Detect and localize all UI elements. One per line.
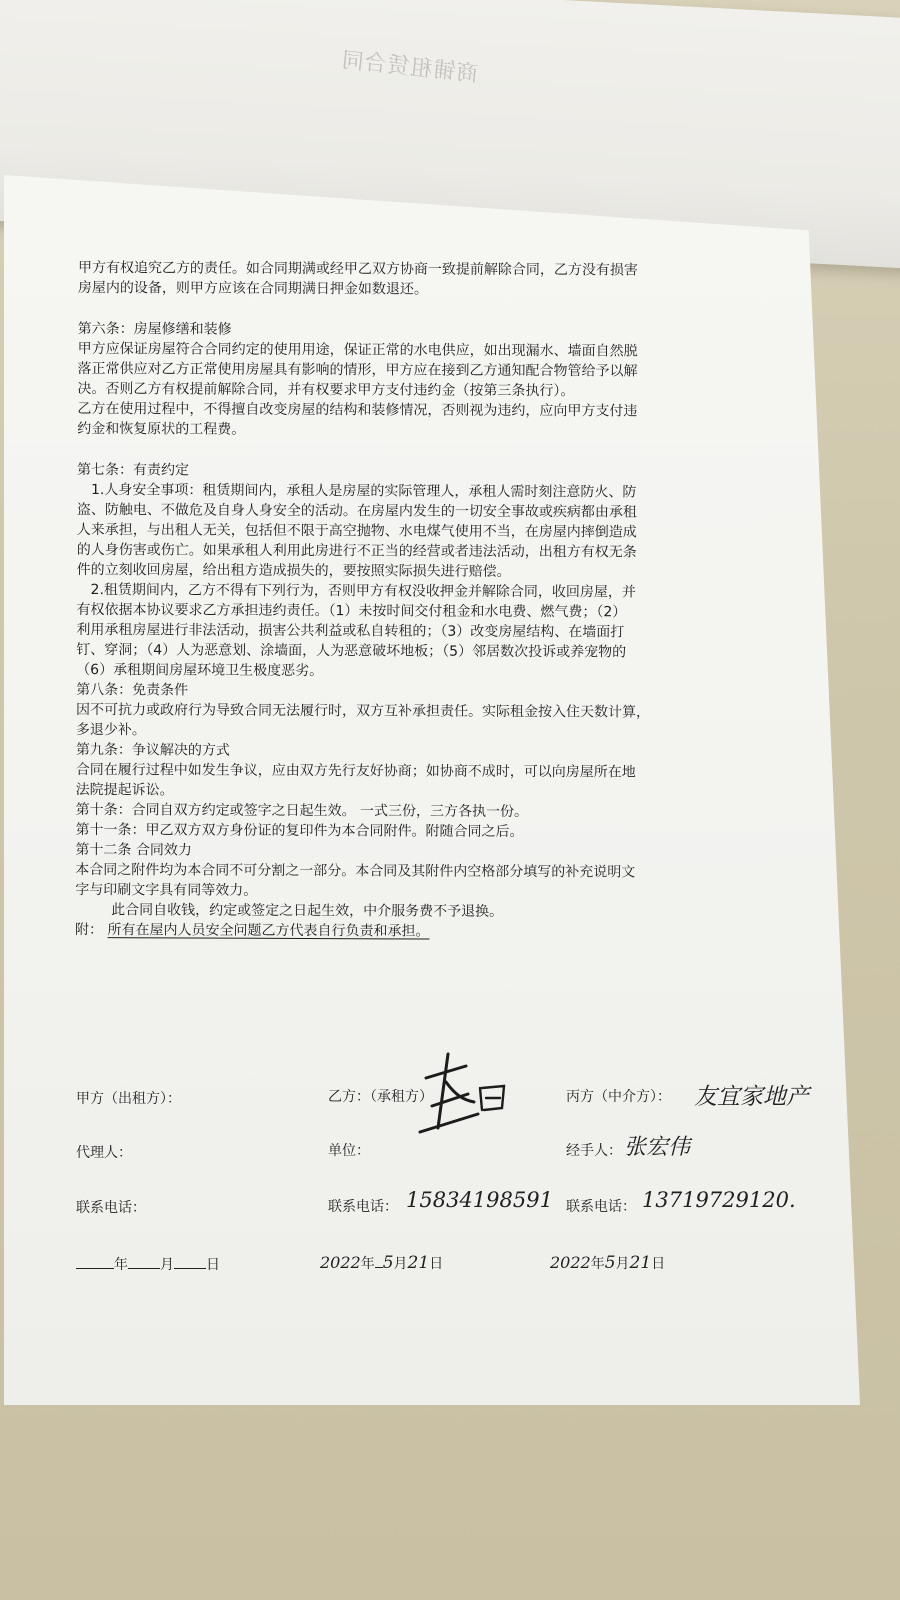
- article-7-line: 1.人身安全事项：租赁期间内，承租人是房屋的实际管理人，承租人需时刻注意防火、防: [90, 482, 637, 501]
- article-8-title: 第八条：免责条件: [76, 681, 189, 699]
- party-c-name-value: 友宜家地产: [694, 1084, 809, 1110]
- party-c-handler-value: 张宏伟: [624, 1135, 691, 1160]
- article-6-line: 决。否则乙方有权提前解除合同，并有权要求甲方支付违约金（按第三条执行）。: [77, 380, 575, 400]
- article-7-line: 盗、防触电、不做危及自身人身安全的活动。在房屋内发生的一切安全事故或疾病都由承租: [76, 501, 637, 521]
- bleed-through-text: 商铺租赁合同: [339, 47, 480, 88]
- article-12-line: 本合同之附件均为本合同不可分割之一部分。本合同及其附件内空格部分填写的补充说明文: [75, 861, 636, 881]
- body-line: 甲方有权追究乙方的责任。如合同期满或经甲乙双方协商一致提前解除合同，乙方没有损害: [77, 259, 638, 279]
- party-c-phone-label: 联系电话：: [566, 1199, 636, 1215]
- party-a-date: 年 月 日: [76, 1254, 220, 1274]
- appendix-line: [75, 920, 815, 943]
- contract-body: [75, 258, 818, 943]
- body-line: 房屋内的设备，则甲方应该在合同期满日押金如数退还。: [77, 279, 428, 298]
- article-7-line: （6）承租期间房屋环境卫生极度恶劣。: [76, 661, 324, 680]
- party-c-date: 2022年5月21日: [550, 1253, 666, 1273]
- article-12-title: 第十二条 合同效力: [75, 841, 192, 859]
- party-a-label: 甲方（出租方）：: [76, 1091, 181, 1107]
- party-b-label: 乙方：（承租方）: [328, 1089, 433, 1105]
- party-b-date: 2022年 5月21日: [320, 1253, 444, 1273]
- article-9-line: 合同在履行过程中如发生争议，应由双方先行友好协商；如协商不成时，可以向房屋所在地: [75, 761, 636, 781]
- party-b-unit-label: 单位：: [328, 1143, 370, 1159]
- article-12-line: 字与印刷文字具有同等效力。: [75, 881, 258, 899]
- party-a-phone-label: 联系电话：: [76, 1200, 146, 1216]
- article-12-note: 此合同自收钱，约定或签定之日起生效，中介服务费不予退换。: [111, 902, 504, 920]
- article-8-line: 多退少补。: [75, 721, 146, 739]
- party-c-label: 丙方（中介方）：: [566, 1089, 671, 1105]
- article-7-title: 第七条：有责约定: [77, 461, 190, 479]
- article-7-line: 有权依据本协议要求乙方承担违约责任。（1）未按时间交付租金和水电费、燃气费；（2）: [76, 601, 627, 621]
- article-7-line: 件的立刻收回房屋，给出租方造成损失的，要按照实际损失进行赔偿。: [76, 561, 511, 580]
- appendix-text: 所有在屋内人员安全问题乙方代表自行负责和承担。: [107, 922, 430, 940]
- article-7-line: 利用承租房屋进行非法活动，损害公共利益或私自转租的；（3）改变房屋结构、在墙面打: [76, 621, 625, 641]
- party-c-handler-label: 经手人：: [566, 1143, 622, 1159]
- article-6-line: 落正常供应对乙方正常使用房屋具有影响的情形，甲方应在接到乙方通知配合物管给予以解: [77, 360, 638, 380]
- party-b-phone-label: 联系电话：: [328, 1199, 398, 1215]
- article-9-title: 第九条：争议解决的方式: [75, 741, 230, 759]
- article-7-line: 的人身伤害或伤亡。如果承租人利用此房进行不正当的经营或者违法活动，出租方有权无条: [76, 541, 637, 561]
- article-7-line: 人来承担，与出租人无关，包括但不限于高空抛物、水电煤气使用不当，在房屋内摔倒造成: [76, 521, 637, 541]
- article-7-line: 2.租赁期间内，乙方不得有下列行为，否则甲方有权没收押金并解除合同，收回房屋，并: [90, 582, 636, 601]
- article-7-line: 钉、穿洞；（4）人为恶意划、涂墙面，人为恶意破坏地板；（5）邻居数次投诉或养宠物的: [76, 641, 627, 661]
- article-6-line: 乙方在使用过程中，不得擅自改变房屋的结构和装修情况，否则视为违约，应向甲方支付违: [77, 400, 638, 420]
- party-b-phone-value: 15834198591: [406, 1188, 553, 1212]
- article-11: 第十一条：甲乙双方双方身份证的复印件为本合同附件。附随合同之后。: [75, 821, 524, 840]
- article-9-line: 法院提起诉讼。: [75, 781, 174, 799]
- article-6-line: 约金和恢复原状的工程费。: [77, 420, 246, 438]
- article-6-title: 第六条：房屋修缮和装修: [77, 320, 232, 338]
- appendix-label: 附：: [75, 921, 104, 939]
- party-a-agent-label: 代理人：: [76, 1145, 132, 1161]
- article-8-line: 因不可抗力或政府行为导致合同无法履行时，双方互补承担责任。实际租金按入住天数计算，: [75, 701, 651, 721]
- party-b-handwritten-signature: [408, 1048, 518, 1138]
- article-6-line: 甲方应保证房屋符合合同约定的使用用途，保证正常的水电供应，如出现漏水、墙面自然脱: [77, 340, 638, 360]
- party-c-phone-value: 13719729120.: [642, 1188, 796, 1212]
- article-10: 第十条：合同自双方约定或签字之日起生效。 一式三份，三方各执一份。: [75, 801, 529, 820]
